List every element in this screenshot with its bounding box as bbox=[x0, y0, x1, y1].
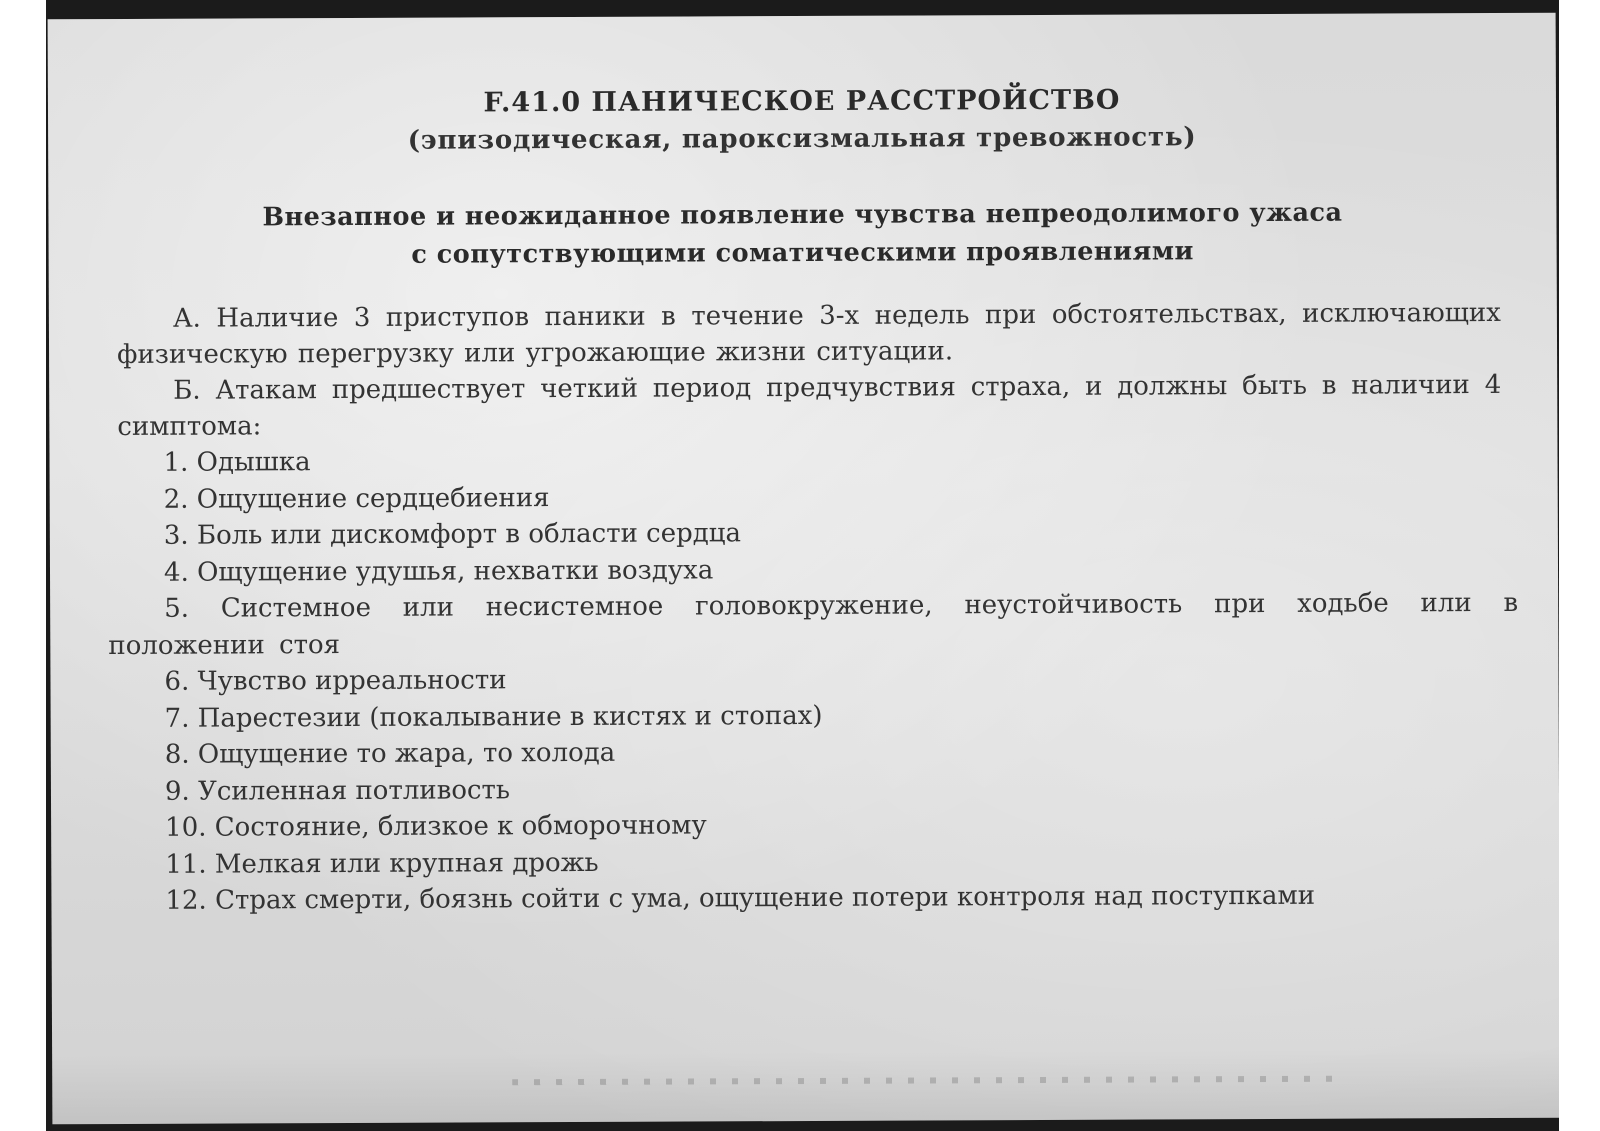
symptom-item: 4. Ощущение удушья, нехватки воздуха bbox=[163, 554, 714, 588]
paper-sheet bbox=[48, 13, 1559, 1125]
bottom-edge-marks bbox=[512, 1076, 1332, 1086]
document-photo bbox=[46, 0, 1559, 1131]
symptom-item: 2. Ощущение сердцебиения bbox=[163, 482, 550, 515]
symptom-item: 10. Состояние, близкое к обморочному bbox=[165, 810, 707, 843]
criterion-b: Б. Атакам предшествует четкий период предчувствия страха, и должны быть в наличии 4 симптома: bbox=[117, 369, 1502, 442]
symptom-item: 12. Страх смерти, боязнь сойти с ума, ощущение потери контроля над поступками bbox=[165, 880, 1316, 916]
symptom-item: 5. Системное или несистемное головокружение, неустойчивость при ходьбе или в положении стоя bbox=[108, 587, 1519, 661]
symptom-item: 8. Ощущение то жара, то холода bbox=[164, 737, 616, 770]
document-content bbox=[48, 13, 1559, 1125]
symptom-item: 3. Боль или дискомфорт в области сердца bbox=[163, 518, 742, 551]
symptom-list bbox=[107, 439, 1519, 920]
symptom-item: 6. Чувство ирреальности bbox=[164, 665, 507, 697]
symptom-item: 1. Одышка bbox=[163, 447, 311, 478]
lead-line-1: Внезапное и неожиданное появление чувства непреодолимого ужаса bbox=[262, 197, 1343, 233]
document-title: F.41.0 ПАНИЧЕСКОЕ РАССТРОЙСТВО bbox=[483, 84, 1121, 119]
lead-statement bbox=[108, 193, 1496, 275]
document-subtitle: (эпизодическая, пароксизмальная тревожность) bbox=[407, 122, 1197, 156]
symptom-item: 7. Парестезии (покалывание в кистях и стопах) bbox=[164, 700, 823, 734]
symptom-item: 9. Усиленная потливость bbox=[164, 774, 511, 807]
lead-line-2: с сопутствующими соматическими проявлениями bbox=[411, 236, 1194, 270]
symptom-item: 11. Мелкая или крупная дрожь bbox=[165, 847, 599, 880]
criterion-a: А. Наличие 3 приступов паники в течение 3-х недель при обстоятельствах, исключающих физическую перегрузку или угрожающие жизни ситуации. bbox=[116, 297, 1501, 370]
